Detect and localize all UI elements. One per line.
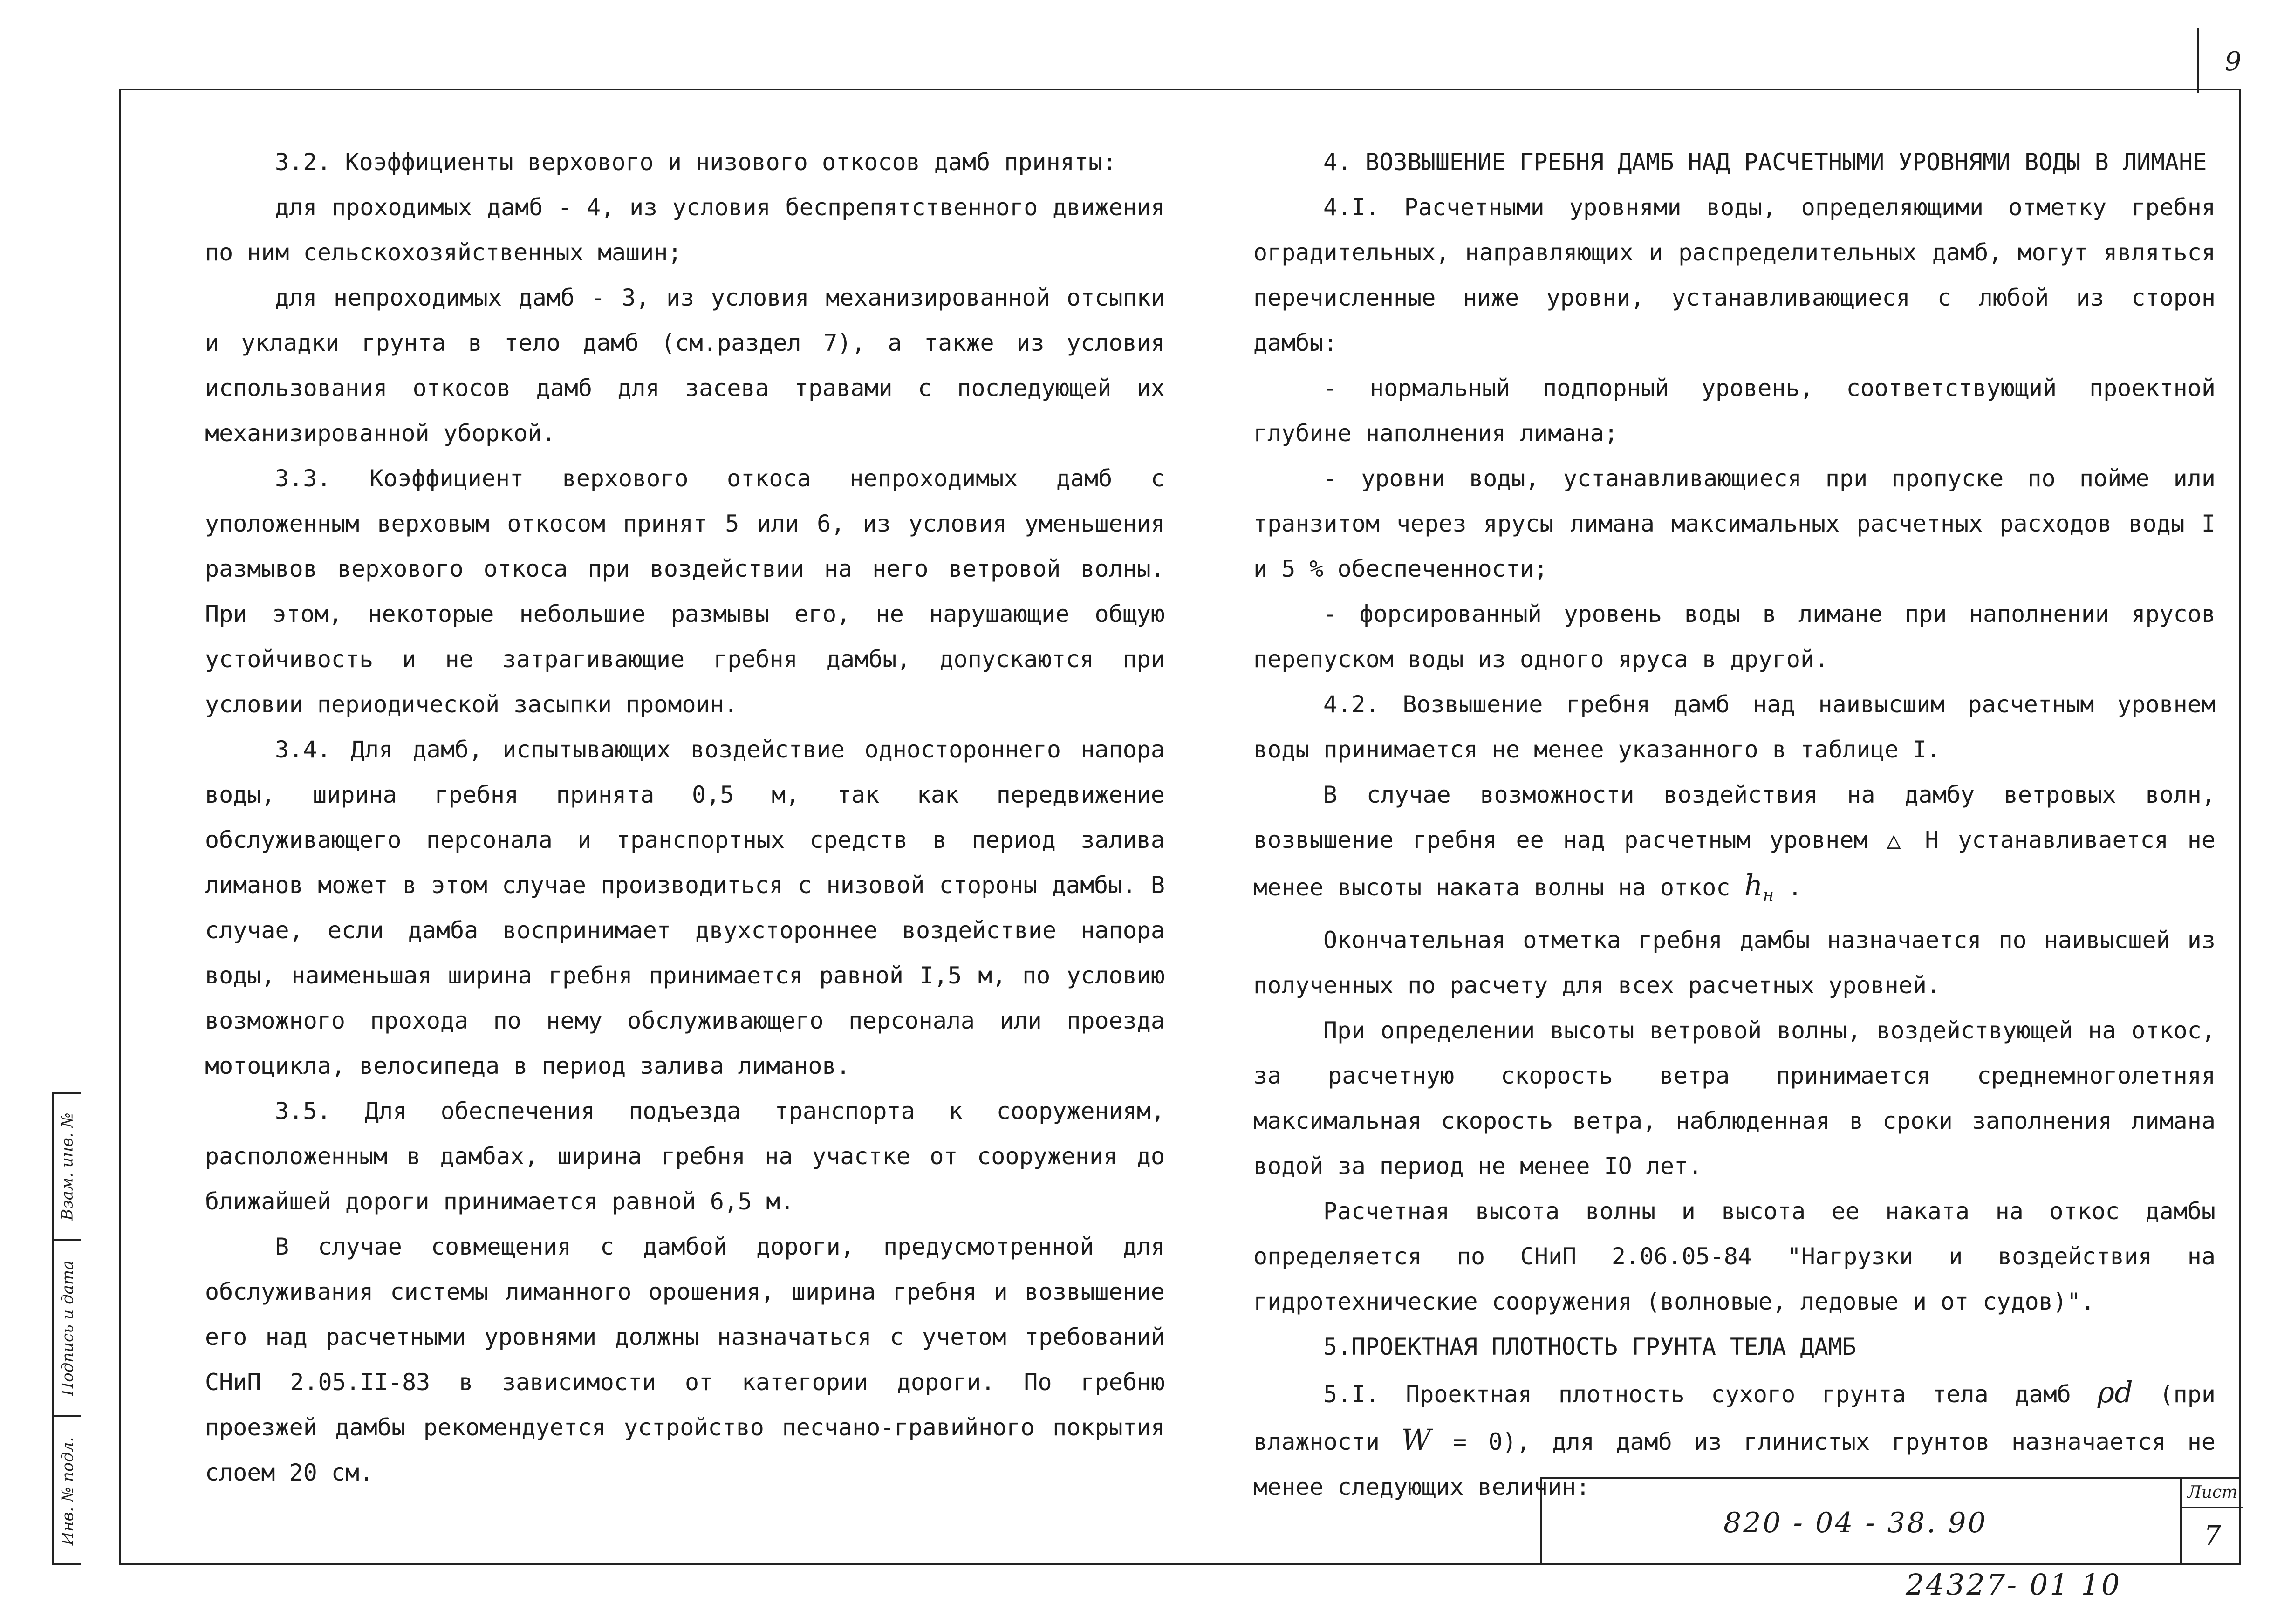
sheet-label: Лист [2182, 1479, 2243, 1508]
bullet-normal-level: - нормальный подпорный уровень, соответствующий проектной глубине наполнения лимана; [1253, 375, 2216, 447]
paragraph-3-3: 3.3. Коэффициент верхового откоса непроходимых дамб с уположенным верховым откосом принят 5 или 6, из условия уменьшения размывов верхового откоса при воздействии на него ветровой волны. При этом, некоторые небольшие размывы его, не нарушающие общую устойчивость и не затрагивающие гребня дамбы, допускаются при условии периодической засыпки промоин. [205, 465, 1165, 718]
sheet-box [2180, 1479, 2243, 1565]
waves-text-a: В случае возможности воздействия на дамбу ветровых волн, возвышение гребня ее над расчетным уровнем [1253, 781, 2216, 853]
density-text-a: 5.I. Проектная плотность сухого грунта тела дамб [1323, 1381, 2071, 1408]
h-symbol: h [1744, 868, 1763, 902]
sidebar-cell-replacement: Взам. инв. № [54, 1094, 81, 1241]
title-block [1540, 1477, 2241, 1565]
paragraph-4-2: 4.2. Возвышение гребня дамб над наивысшим расчетным уровнем воды принимается не менее указанного в таблице I. [1253, 691, 2216, 763]
right-column [1253, 140, 2216, 1510]
paragraph-4-1: 4.I. Расчетными уровнями воды, определяющими отметку гребня оградительных, направляющих и распределительных дамб, могут являться перечисленные ниже уровни, устанавливающиеся с любой из сторон дамбы: [1253, 194, 2216, 356]
paragraph-4-wind: При определении высоты ветровой волны, воздействующей на откос, за расчетную скорость ветра принимается среднемноголетняя максимальная скорость ветра, наблюденная в сроки заполнения лимана водой за период не менее IO лет. [1253, 1017, 2216, 1180]
paragraph-4-snip: Расчетная высота волны и высота ее наката на откос дамбы определяется по СНиП 2.06.05-84 "Нагрузки и воздействия на гидротехнические сооружения (волновые, ледовые и от судов)". [1253, 1198, 2216, 1315]
paragraph-3-5: 3.5. Для обеспечения подъезда транспорта к сооружениям, расположенным в дамбах, ширина гребня на участке от сооружения до ближайшей дороги принимается равной 6,5 м. [205, 1098, 1165, 1215]
paragraph-4-2-waves: В случае возможности воздействия на дамбу ветровых волн, возвышение гребня ее над расчетным уровнем △ Н устанавливается не менее высоты наката волны на откос $h_н$ . [1253, 781, 2216, 905]
h-subscript: н [1763, 886, 1774, 905]
paragraph-3-2-impassable: для непроходимых дамб - 3, из условия механизированной отсыпки и укладки грунта в тело дамб (см.раздел 7), а также из условия использования откосов дамб для засева травами с последующей их механизированной уборкой. [205, 284, 1165, 447]
paragraph-4-final-mark: Окончательная отметка гребня дамбы назначается по наивысшей из полученных по расчету для всех расчетных уровней. [1253, 927, 2216, 999]
corner-page-number: 9 [2225, 47, 2242, 77]
waves-text-b: Н устанавливается не менее высоты наката волны на откос [1253, 826, 2216, 901]
delta-symbol: △ [1887, 826, 1906, 853]
paragraph-3-5-road: В случае совмещения с дамбой дороги, предусмотренной для обслуживания системы лиманного орошения, ширина гребня и возвышение его над расчетными уровнями должны назначаться с учетом требований СНиП 2.05.II-83 в зависимости от категории дороги. По гребню проезжей дамбы рекомендуется устройство песчано-гравийного покрытия слоем 20 см. [205, 1233, 1165, 1486]
corner-divider [2197, 28, 2199, 93]
inventory-number: 24327- 01 10 [1906, 1568, 2122, 1602]
section-4-heading: 4. ВОЗВЫШЕНИЕ ГРЕБНЯ ДАМБ НАД РАСЧЕТНЫМИ УРОВНЯМИ ВОДЫ В ЛИМАНЕ [1323, 149, 2207, 176]
document-code: 820 - 04 - 38. 90 [1723, 1507, 1988, 1539]
paragraph-3-2-passable: для проходимых дамб - 4, из условия беспрепятственного движения по ним сельскохозяйственных машин; [205, 194, 1165, 266]
approval-sidebar [52, 1092, 81, 1565]
bullet-flow-levels: - уровни воды, устанавливающиеся при пропуске по пойме или транзитом через ярусы лимана максимальных расчетных расходов воды I и 5 % обеспеченности; [1253, 465, 2216, 582]
left-column [205, 140, 1165, 1495]
w-symbol: W [1401, 1423, 1431, 1457]
bullet-forced-level: - форсированный уровень воды в лимане при наполнении ярусов перепуском воды из одного яруса в другой. [1253, 600, 2216, 673]
sidebar-cell-inventory: Инв. № подл. [58, 1437, 77, 1546]
sheet-number: 7 [2204, 1520, 2221, 1551]
paragraph-3-4: 3.4. Для дамб, испытывающих воздействие одностороннего напора воды, ширина гребня принята 0,5 м, так как передвижение обслуживающего персонала и транспортных средств в период залива лиманов может в этом случае производиться с низовой стороны дамбы. В случае, если дамба воспринимает двухстороннее воздействие напора воды, наименьшая ширина гребня принимается равной I,5 м, по условию возможного прохода по нему обслуживающего персонала или проезда мотоцикла, велосипеда в период залива лиманов. [205, 736, 1165, 1079]
sidebar-cell-signature: Подпись и дата [54, 1241, 81, 1417]
rho-symbol: ρd [2097, 1375, 2133, 1409]
section-5-heading: 5.ПРОЕКТНАЯ ПЛОТНОСТЬ ГРУНТА ТЕЛА ДАМБ [1323, 1333, 1856, 1360]
density-text-c: = 0), для дамб из глинистых грунтов назначается не менее следующих величин: [1253, 1428, 2216, 1501]
paragraph-3-2: 3.2. Коэффициенты верхового и низового откосов дамб приняты: [275, 149, 1117, 176]
density-text-b: (при влажности [1253, 1381, 2216, 1455]
